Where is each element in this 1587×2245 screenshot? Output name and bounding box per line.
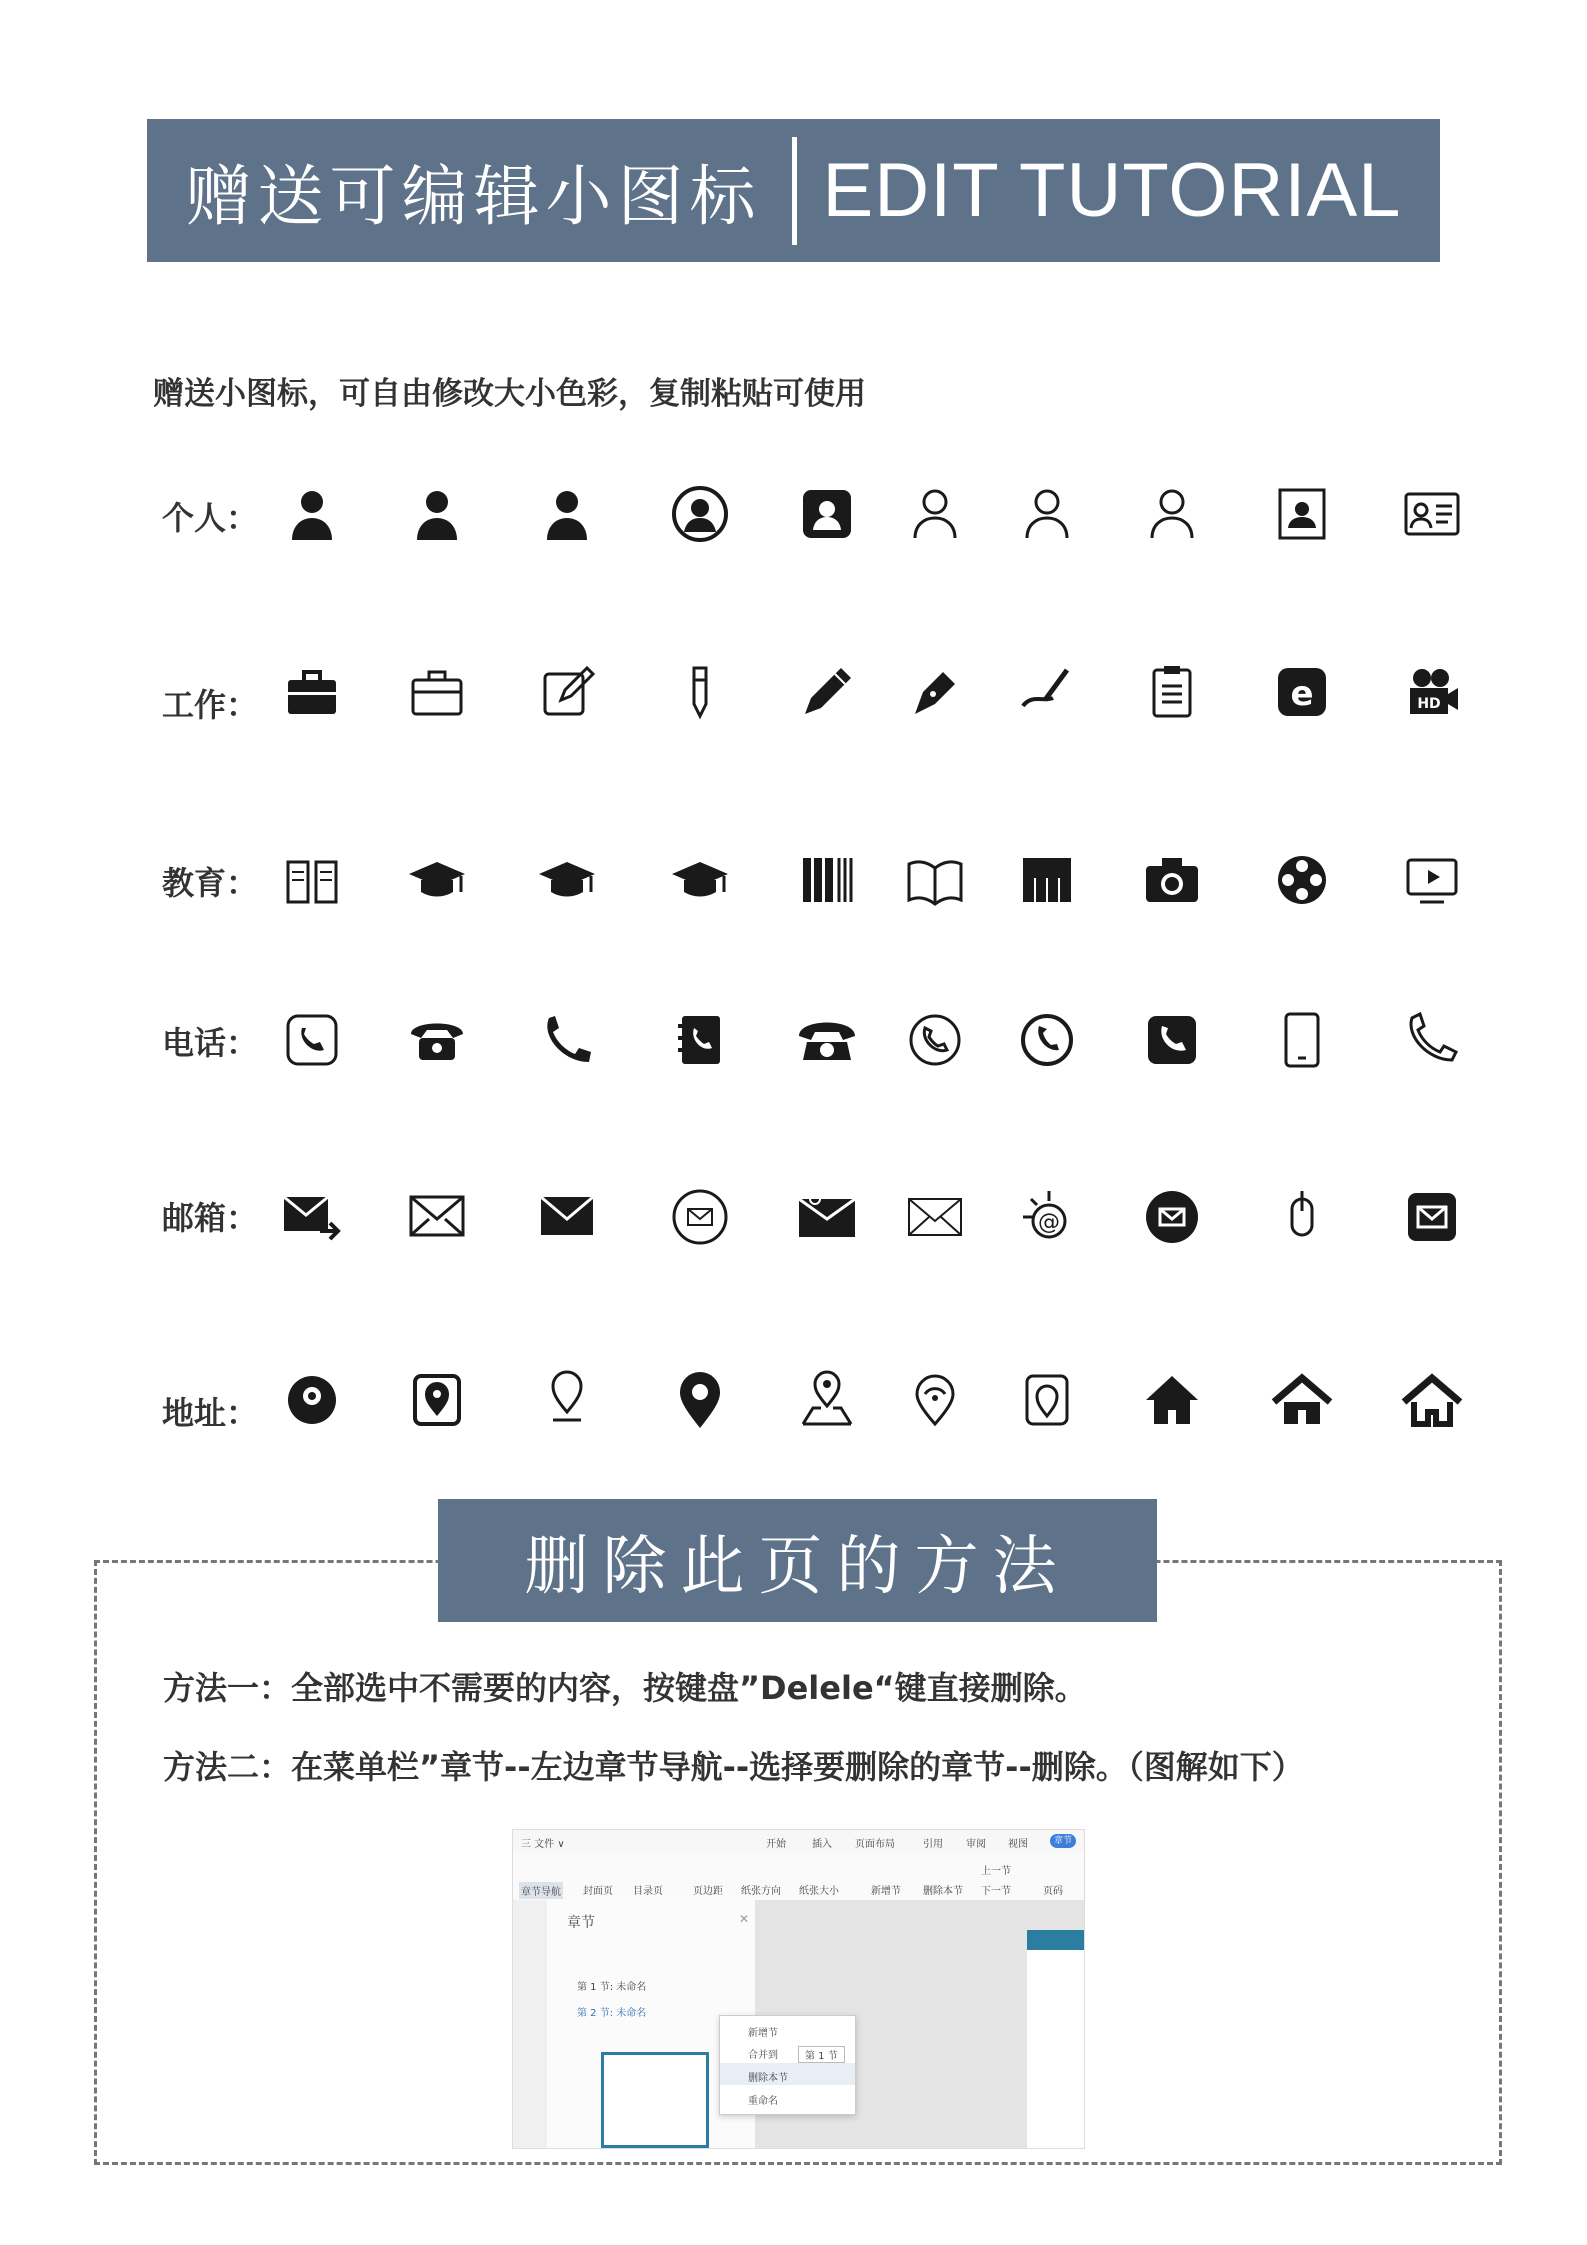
desk-phone-icon [405,1008,469,1072]
menu-file[interactable]: 三 文件 ∨ [521,1839,565,1850]
hd-camera-icon [1400,660,1464,724]
screenshot-sidebar [513,1900,548,2148]
menu-ref[interactable]: 引用 [923,1839,943,1850]
delete-section-title: 删除此页的方法 [438,1499,1157,1622]
screenshot-toolbar [513,1852,1084,1901]
header-title-cn: 赠送可编辑小图标 [185,158,762,235]
tool-prev-section[interactable]: 上一节 [981,1866,1011,1877]
user-outline-icon [903,482,967,546]
tool-new-section[interactable]: 新增节 [871,1886,901,1897]
section-item-1[interactable]: 第 1 节: 未命名 [577,1982,647,1993]
mail-thin-icon [903,1185,967,1249]
mail-outline-icon [405,1185,469,1249]
home-filled-icon [1140,1368,1204,1432]
close-icon[interactable]: ✕ [739,1912,750,1926]
row-label-education: 教育： [162,864,259,902]
panel-title: 章节 [567,1915,595,1931]
mouse-icon [1270,1185,1334,1249]
row-label-work: 工作： [162,686,259,724]
clipboard-icon [1140,660,1204,724]
open-book-icon [280,848,344,912]
tool-orientation[interactable]: 纸张方向 [741,1886,781,1897]
screenshot-document-page [1027,1930,1084,2148]
mail-circle-filled-icon [1140,1185,1204,1249]
phone-circle-outline-icon [1015,1008,1079,1072]
at-sign-icon [1015,1185,1079,1249]
merge-target-select[interactable]: 第 1 节 [798,2046,845,2063]
mail-circle-icon [668,1185,732,1249]
film-reel-icon [1270,848,1334,912]
user-filled-icon [535,482,599,546]
location-badge-icon [1015,1368,1079,1432]
briefcase-icon [280,660,344,724]
user-desk-icon [1140,482,1204,546]
phone-square-filled-icon [1140,1008,1204,1072]
handset-outline-icon [1400,1008,1464,1072]
location-square-icon [405,1368,469,1432]
book-outline-icon [903,848,967,912]
context-menu [719,2015,856,2115]
location-outline-icon [535,1368,599,1432]
tool-section-nav[interactable]: 章节导航 [519,1882,563,1899]
tool-page-num[interactable]: 页码 [1043,1886,1063,1897]
wps-screenshot [512,1829,1085,2149]
phone-square-icon [280,1008,344,1072]
menu-insert[interactable]: 插入 [812,1839,832,1850]
user-circle-icon [668,482,732,546]
mail-forward-icon [280,1185,344,1249]
businessman-icon [280,482,344,546]
ie-browser-icon [1270,660,1334,724]
svg-text:HD: HD [1417,696,1441,712]
tool-size[interactable]: 纸张大小 [799,1886,839,1897]
menu-review[interactable]: 审阅 [966,1839,986,1850]
edit-note-icon [535,660,599,724]
section-thumbnail[interactable] [601,2052,709,2148]
contact-card-icon [795,482,859,546]
screenshot-menu-bar [513,1830,1084,1853]
location-pin-icon [668,1368,732,1432]
context-merge[interactable]: 合并到 [748,2050,778,2061]
context-new-section[interactable]: 新增节 [748,2028,778,2039]
mail-square-icon [1400,1185,1464,1249]
menu-start[interactable]: 开始 [766,1839,786,1850]
menu-layout[interactable]: 页面布局 [855,1839,895,1850]
airmail-icon [795,1185,859,1249]
location-circle-icon [280,1368,344,1432]
signature-pen-icon [1015,660,1079,724]
id-card-icon [1400,482,1464,546]
rotary-phone-icon [795,1008,859,1072]
tablet-icon [1270,1008,1334,1072]
user-badge-icon [1270,482,1334,546]
header-divider [792,137,797,245]
method-two: 方法二：在菜单栏”章节--左边章节导航--选择要删除的章节--删除。（图解如下） [163,1748,1304,1786]
row-label-personal: 个人： [162,499,259,537]
location-wifi-icon [903,1368,967,1432]
method-one: 方法一：全部选中不需要的内容，按键盘”Delele“键直接删除。 [163,1669,1087,1707]
bookshelf-icon [795,848,859,912]
camera-icon [1140,848,1204,912]
piano-keys-icon [1015,848,1079,912]
home-roof-icon [1270,1368,1334,1432]
graduation-cap-icon [405,848,469,912]
subtitle: 赠送小图标，可自由修改大小色彩，复制粘贴可使用 [153,376,866,412]
handset-icon [535,1008,599,1072]
tool-toc[interactable]: 目录页 [633,1886,663,1897]
briefcase-outline-icon [405,660,469,724]
pen-tip-icon [668,660,732,724]
row-label-phone: 电话： [162,1024,259,1062]
menu-view[interactable]: 视图 [1008,1839,1028,1850]
tool-cover[interactable]: 封面页 [583,1886,613,1897]
tool-margin[interactable]: 页边距 [693,1886,723,1897]
menu-section-tab[interactable]: 章节 [1050,1834,1076,1848]
mortarboard-icon [535,848,599,912]
home-outline-icon [1400,1368,1464,1432]
phone-book-icon [668,1008,732,1072]
section-item-2[interactable]: 第 2 节: 未命名 [577,2008,647,2019]
graduate-icon [668,848,732,912]
row-label-mail: 邮箱： [162,1199,259,1237]
svg-text:e: e [1290,674,1314,714]
header-banner [147,119,1440,262]
tool-delete-section[interactable]: 删除本节 [923,1886,963,1897]
tool-next-section[interactable]: 下一节 [981,1886,1011,1897]
context-rename[interactable]: 重命名 [748,2096,778,2107]
user-icon [405,482,469,546]
row-label-address: 地址： [162,1394,259,1432]
header-title-en: EDIT TUTORIAL [822,148,1402,233]
svg-text:@: @ [1038,1210,1060,1235]
pencil-icon [795,660,859,724]
context-delete-section[interactable]: 删除本节 [748,2073,788,2084]
fountain-pen-icon [903,660,967,724]
phone-circle-icon [903,1008,967,1072]
map-pin-icon [795,1368,859,1432]
user-star-icon [1015,482,1079,546]
video-player-icon [1400,848,1464,912]
mail-filled-icon [535,1185,599,1249]
